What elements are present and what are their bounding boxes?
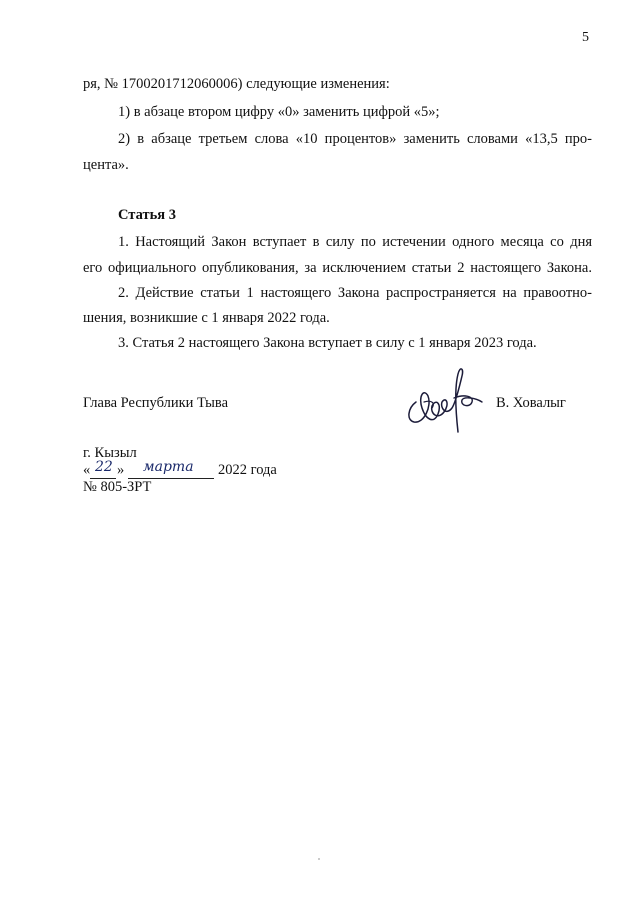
date-close-quote: » [117,462,125,478]
article-3-item-1-line-1: 1. Настоящий Закон вступает в силу по истечении одного месяца со дня [118,234,592,250]
paragraph-continuation: ря, № 1700201712060006) следующие изменения: [83,76,390,92]
date-month-handwritten: марта [143,459,194,475]
paragraph-item-2-line-1: 2) в абзаце третьем слова «10 процентов» заменить словами «13,5 про- [118,131,592,147]
date-day-handwritten: 22 [95,459,113,475]
article-3-item-3: 3. Статья 2 настоящего Закона вступает в силу с 1 января 2023 года. [118,335,537,351]
paragraph-item-2-line-2: цента». [83,157,129,173]
page-number: 5 [582,30,589,45]
date-year: 2022 года [218,462,277,478]
article-3-item-1-line-2: его официального опубликования, за исключением статьи 2 настоящего Закона. [83,260,592,276]
paragraph-item-1: 1) в абзаце втором цифру «0» заменить цифрой «5»; [118,104,440,120]
article-3-item-2-line-2: шения, возникшие с 1 января 2022 года. [83,310,330,326]
handwritten-signature [402,362,488,440]
article-3-item-2-line-1: 2. Действие статьи 1 настоящего Закона распространяется на правоотно- [118,285,592,301]
article-heading: Статья 3 [118,207,176,223]
city-line: г. Кызыл [83,445,137,461]
signatory-position: Глава Республики Тыва [83,395,229,411]
date-open-quote: « [83,462,91,478]
law-number: № 805-ЗРТ [83,479,152,495]
scan-speck [318,858,320,860]
signatory-name: В. Ховалыг [496,395,566,411]
